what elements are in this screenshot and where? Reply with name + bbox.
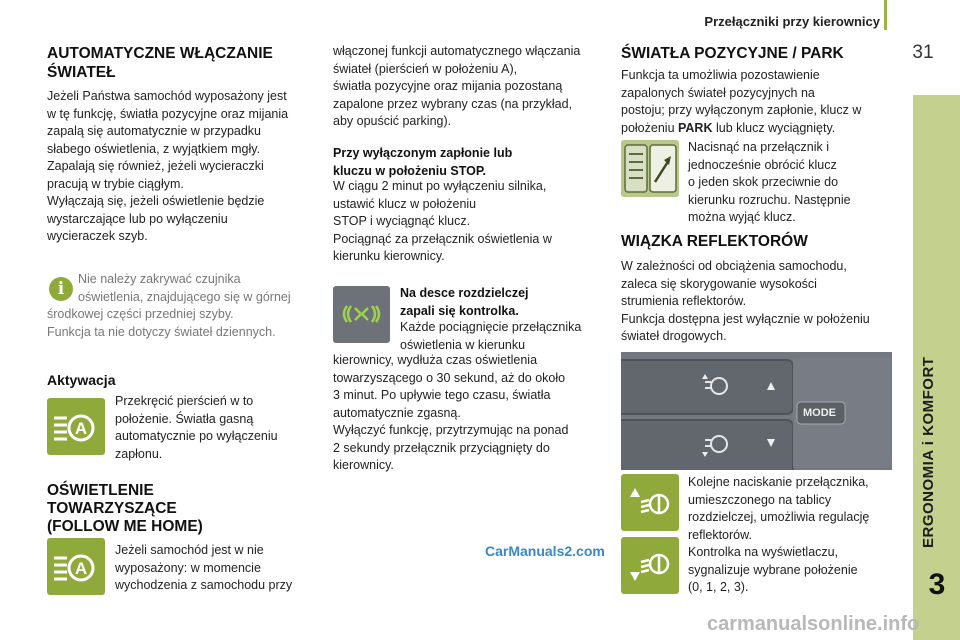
chapter-title: ERGONOMIA i KOMFORT [920, 356, 937, 548]
park-body-tail: lub klucz wyciągnięty. [712, 120, 836, 135]
park-body-text: Funkcja ta umożliwia pozostawienie zapalonych świateł pozycyjnych na postoju; przy wyłączonym zapłonie, klucz w położeniu [621, 68, 862, 135]
auto-lights-title-line1: AUTOMATYCZNE WŁĄCZANIE [47, 45, 273, 62]
auto-headlamp-a-icon-2 [47, 538, 105, 595]
dashboard-title: Na desce rozdzielczej zapali się kontrolka. [400, 286, 529, 318]
dashboard-body-short: Każde pociągnięcie przełącznika oświetlenia w kierunku [400, 320, 582, 352]
beam-title: WIĄZKA REFLEKTORÓW [621, 233, 808, 250]
header-rule [884, 0, 887, 30]
follow-me-home-warning-icon [333, 286, 390, 343]
svg-text:A: A [74, 419, 88, 438]
note-line-b: oświetlenia, znajdującego się w górnej [78, 290, 291, 304]
park-instruction: Nacisnąć na przełącznik i jednocześnie obrócić klucz o jeden skok przeciwnie do kierunku rozruchu. Następnie można wyjąć klucz. [688, 140, 851, 224]
beam-caption: Kolejne naciskanie przełącznika, umieszczonego na tablicy rozdzielczej, umożliwia regulację reflektorów. Kontrolka na wyświetlaczu, sygnalizuje wybrane położenie (0, 1, 2, 3). [688, 475, 870, 594]
mode-button-label: MODE [803, 407, 836, 419]
watermark-bottom: carmanualsonline.info [707, 613, 920, 635]
headlamp-beam-up-icon [621, 474, 679, 531]
auto-lights-title-line2: ŚWIATEŁ [47, 64, 116, 81]
park-title: ŚWIATŁA POZYCYJNE / PARK [621, 45, 844, 62]
follow-continued-body: włączonej funkcji automatycznego włączania świateł (pierścień w położeniu A), światła pozycyjne oraz mijania pozostaną zapalone przez wybrany czas (na przykład, aby opuścić parking). [333, 44, 581, 128]
svg-text:A: A [74, 559, 88, 578]
follow-title-line3: (FOLLOW ME HOME) [47, 518, 203, 535]
info-icon: i [49, 277, 73, 301]
follow-title-line1: OŚWIETLENIE [47, 482, 154, 499]
dashboard-body: kierownicy, wydłuża czas oświetlenia towarzyszącego o 30 sekund, aż do około 3 minut. Po upływie tego czasu, światła automatycznie zgasną. Wyłączyć funkcję, przytrzymując na ponad 2 sekundy przełącznik przyciągnięty do kierownicy. [333, 353, 569, 472]
headlamp-beam-down-icon [621, 537, 679, 594]
auto-headlamp-a-icon [47, 398, 105, 455]
park-body [621, 67, 901, 137]
chapter-number: 3 [928, 568, 946, 601]
note-rest: środkowej części przedniej szyby. Funkcja ta nie dotyczy świateł dziennych. [47, 307, 276, 339]
park-switch-icon [621, 140, 679, 197]
park-word: PARK [678, 120, 713, 135]
header-title: Przełączniki przy kierownicy [704, 14, 880, 29]
activation-title: Aktywacja [47, 372, 116, 388]
ignition-off-title: Przy wyłączonym zapłonie lub kluczu w położeniu STOP. [333, 146, 513, 178]
auto-lights-body: Jeżeli Państwa samochód wyposażony jest w tę funkcję, światła pozycyjne oraz mijania zapalą się automatycznie w przypadku słabego oświetlenia, z wyjątkiem mgły. Zapalają się również, jeżeli wycieraczki pracują w trybie ciągłym. Wyłączają się, jeżeli oświetlenie będzie wystarczające lub po wyłączeniu wycieraczek szyb. [47, 89, 289, 243]
dashboard-switch-photo [621, 352, 892, 470]
beam-body: W zależności od obciążenia samochodu, zaleca się skorygowanie wysokości strumienia reflektorów. Funkcja dostępna jest wyłącznie w położeniu świateł drogowych. [621, 259, 870, 343]
follow-body: Jeżeli samochód jest w nie wyposażony: w momencie wychodzenia z samochodu przy [115, 543, 293, 592]
ignition-off-body: W ciągu 2 minut po wyłączeniu silnika, ustawić klucz w położeniu STOP i wyciągnąć klucz. Pociągnąć za przełącznik oświetlenia w kierunku kierownicy. [333, 179, 552, 263]
watermark-center: CarManuals2.com [485, 543, 605, 559]
follow-title-line2: TOWARZYSZĄCE [47, 500, 177, 517]
page-number: 31 [912, 42, 934, 63]
activation-body: Przekręcić pierścień w to położenie. Światła gasną automatycznie po wyłączeniu zapłonu. [115, 394, 278, 461]
note-line-a: Nie należy zakrywać czujnika [78, 272, 241, 286]
